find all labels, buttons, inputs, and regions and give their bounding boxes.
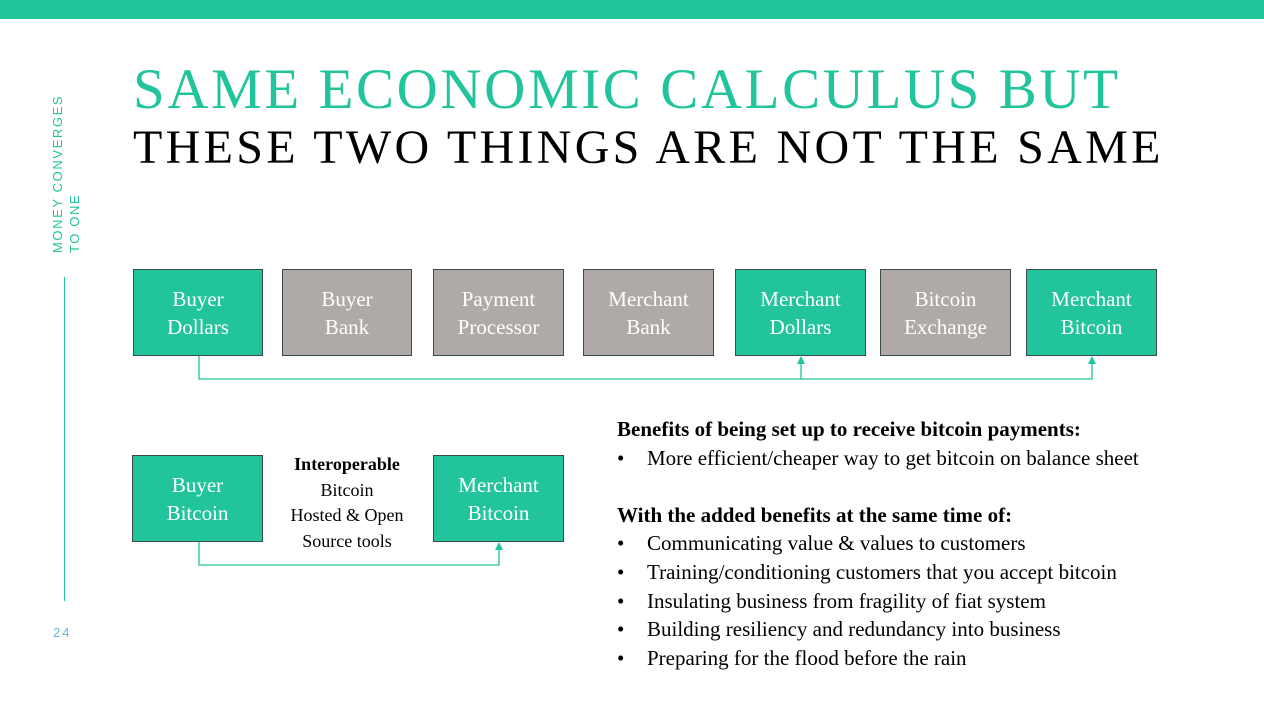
added-benefit-item: • Preparing for the flood before the rain (617, 644, 1139, 673)
added-benefits-heading: With the added benefits at the same time of: (617, 502, 1013, 527)
benefits-section (617, 415, 1139, 672)
side-label-line2: TO ONE (67, 193, 82, 253)
box-label-line1: Merchant (760, 286, 841, 311)
tools-label-line2: Bitcoin (320, 479, 374, 500)
arrowhead-merchant-dollars (797, 356, 805, 364)
box-label-line1: Merchant (458, 472, 539, 497)
slide-title-line2: THESE TWO THINGS ARE NOT THE SAME (133, 121, 1164, 174)
box-label-line2: Bitcoin (166, 500, 229, 525)
box-label-line2: Bitcoin (467, 500, 530, 525)
box-label-line1: Buyer (171, 472, 224, 497)
connector-bottom-flow (199, 542, 499, 565)
box-label-line1: Payment (461, 286, 536, 311)
connector-top-flow (199, 356, 1092, 379)
added-benefit-item: • Communicating value & values to customers (617, 529, 1139, 558)
box-label-line2: Bitcoin (1060, 314, 1123, 339)
benefits-heading: Benefits of being set up to receive bitcoin payments: (617, 417, 1081, 441)
arrowhead-merchant-bitcoin-direct (495, 542, 503, 550)
box-label-line2: Processor (457, 314, 540, 339)
side-label-line1: MONEY CONVERGES (50, 94, 65, 253)
added-benefit-item: • Insulating business from fragility of fiat system (617, 587, 1139, 616)
box-label-line1: Buyer (321, 286, 373, 311)
tools-label-line3: Hosted & Open (290, 505, 404, 525)
box-label-line1: Bitcoin (914, 286, 977, 311)
box-label-line1: Merchant (608, 286, 689, 311)
benefit-item: • More efficient/cheaper way to get bitcoin on balance sheet (617, 444, 1139, 473)
box-label-line2: Bank (626, 314, 671, 339)
box-label-line2: Dollars (769, 314, 832, 339)
arrowhead-merchant-bitcoin (1088, 356, 1096, 364)
slide-title-line1: SAME ECONOMIC CALCULUS BUT (133, 58, 1121, 121)
added-benefit-item: • Training/conditioning customers that you accept bitcoin (617, 558, 1139, 587)
page-number: 24 (53, 625, 72, 640)
tools-label-bold: Interoperable (294, 454, 400, 474)
box-label-line1: Buyer (172, 286, 224, 311)
added-benefit-item: • Building resiliency and redundancy into business (617, 615, 1139, 644)
box-label-line2: Exchange (904, 314, 987, 339)
box-label-line2: Bank (324, 314, 370, 339)
tools-label-line4: Source tools (302, 530, 392, 551)
box-label-line2: Dollars (167, 314, 229, 339)
box-label-line1: Merchant (1051, 286, 1132, 311)
